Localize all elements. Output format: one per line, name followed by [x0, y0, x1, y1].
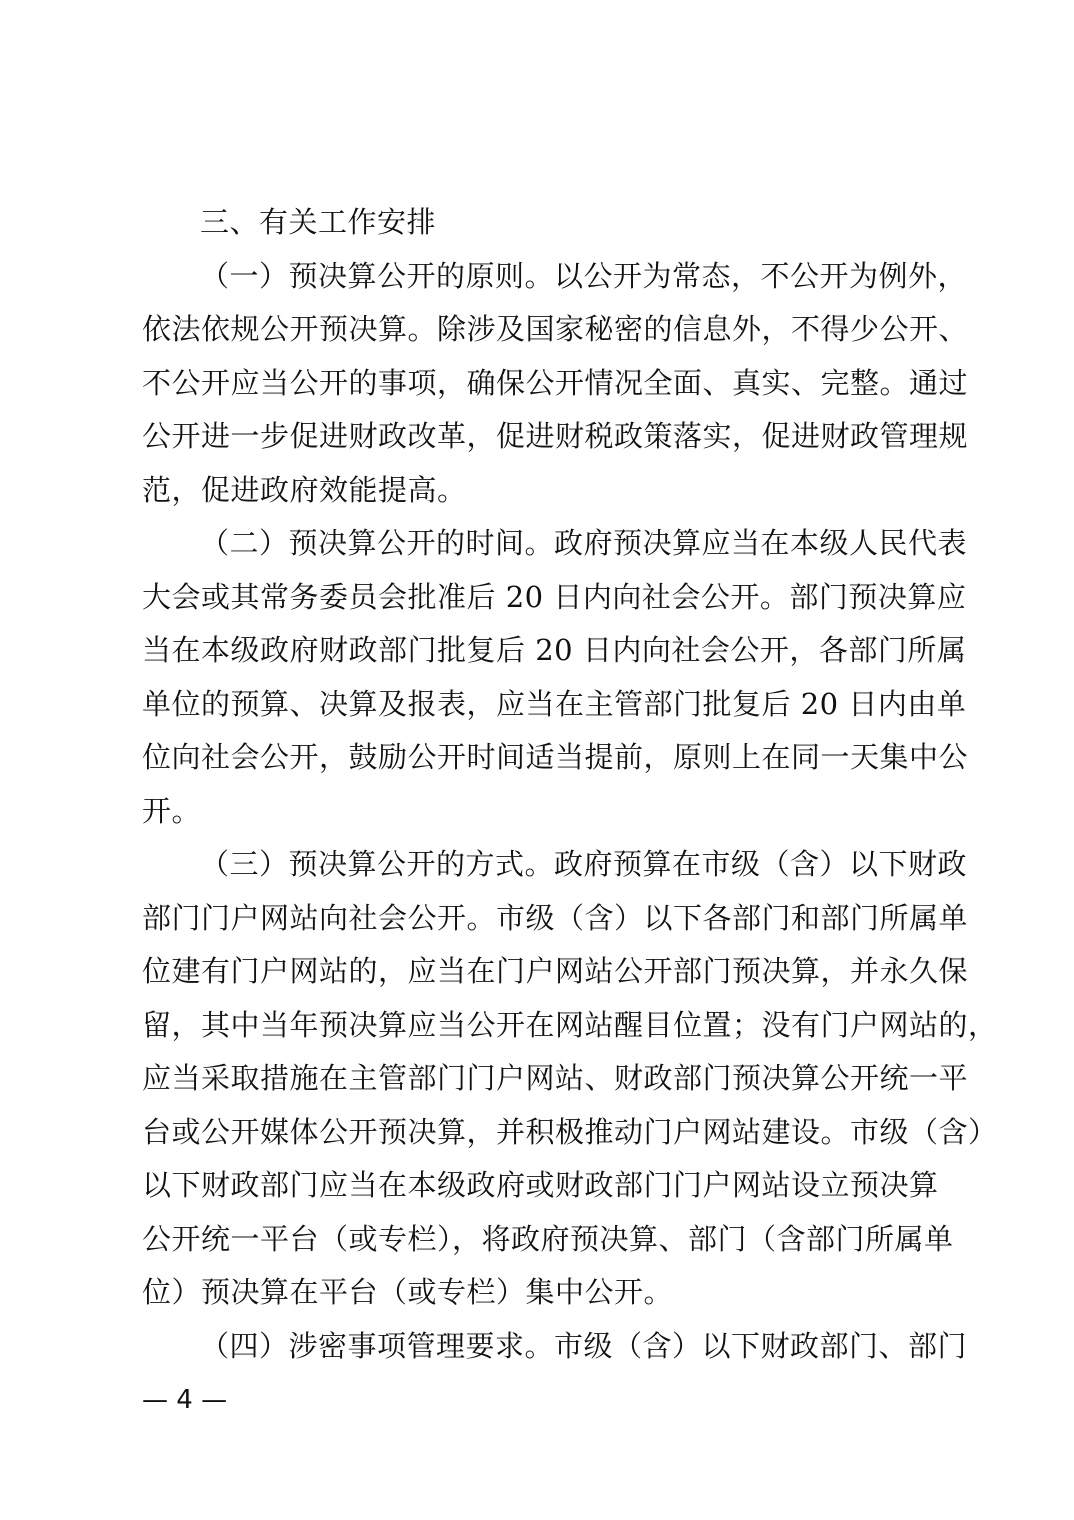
paragraph-line: （四）涉密事项管理要求。市级（含）以下财政部门、部门 [200, 1328, 968, 1363]
paragraph-line: 位向社会公开，鼓励公开时间适当提前，原则上在同一天集中公 [142, 740, 969, 774]
paragraph-line: 位建有门户网站的，应当在门户网站公开部门预决算，并永久保 [142, 954, 969, 988]
paragraph-line: 单位的预算、决算及报表，应当在主管部门批复后 20 日内由单 [142, 686, 967, 721]
paragraph-timing [142, 517, 969, 838]
section-heading: 三、有关工作安排 [200, 205, 437, 239]
paragraph-line: 留，其中当年预决算应当公开在网站醒目位置；没有门户网站的， [142, 1007, 998, 1042]
paragraph-line: 部门门户网站向社会公开。市级（含）以下各部门和部门所属单 [142, 900, 969, 935]
paragraph-line: （三）预决算公开的方式。政府预算在市级（含）以下财政 [200, 847, 968, 881]
paragraph-principles [142, 250, 969, 518]
paragraph-confidentiality [142, 1320, 968, 1374]
paragraph-line: 依法依规公开预决算。除涉及国家秘密的信息外，不得少公开、 [142, 312, 969, 346]
paragraph-line: （一）预决算公开的原则。以公开为常态，不公开为例外， [200, 258, 968, 293]
paragraph-line: （二）预决算公开的时间。政府预决算应当在本级人民代表 [200, 526, 968, 560]
paragraph-line: 公开进一步促进财政改革，促进财税政策落实，促进财政管理规 [142, 419, 969, 453]
paragraph-line: 公开统一平台（或专栏），将政府预决算、部门（含部门所属单 [142, 1221, 954, 1256]
document-body [142, 196, 998, 1373]
paragraph-line: 当在本级政府财政部门批复后 20 日内向社会公开，各部门所属 [142, 633, 967, 667]
paragraph-line: 开。 [142, 793, 202, 828]
paragraph-line: 台或公开媒体公开预决算，并积极推动门户网站建设。市级（含） [142, 1114, 998, 1149]
paragraph-line: 位）预决算在平台（或专栏）集中公开。 [142, 1275, 674, 1309]
paragraph-line: 应当采取措施在主管部门门户网站、财政部门预决算公开统一平 [142, 1061, 969, 1095]
paragraph-line: 范，促进政府效能提高。 [142, 472, 467, 507]
paragraph-line: 以下财政部门应当在本级政府或财政部门门户网站设立预决算 [142, 1168, 939, 1202]
page-number: — 4 — [142, 1385, 228, 1415]
paragraph-line: 大会或其常务委员会批准后 20 日内向社会公开。部门预决算应 [142, 579, 967, 614]
paragraph-line: 不公开应当公开的事项，确保公开情况全面、真实、完整。通过 [142, 365, 969, 400]
paragraph-methods [142, 838, 998, 1320]
